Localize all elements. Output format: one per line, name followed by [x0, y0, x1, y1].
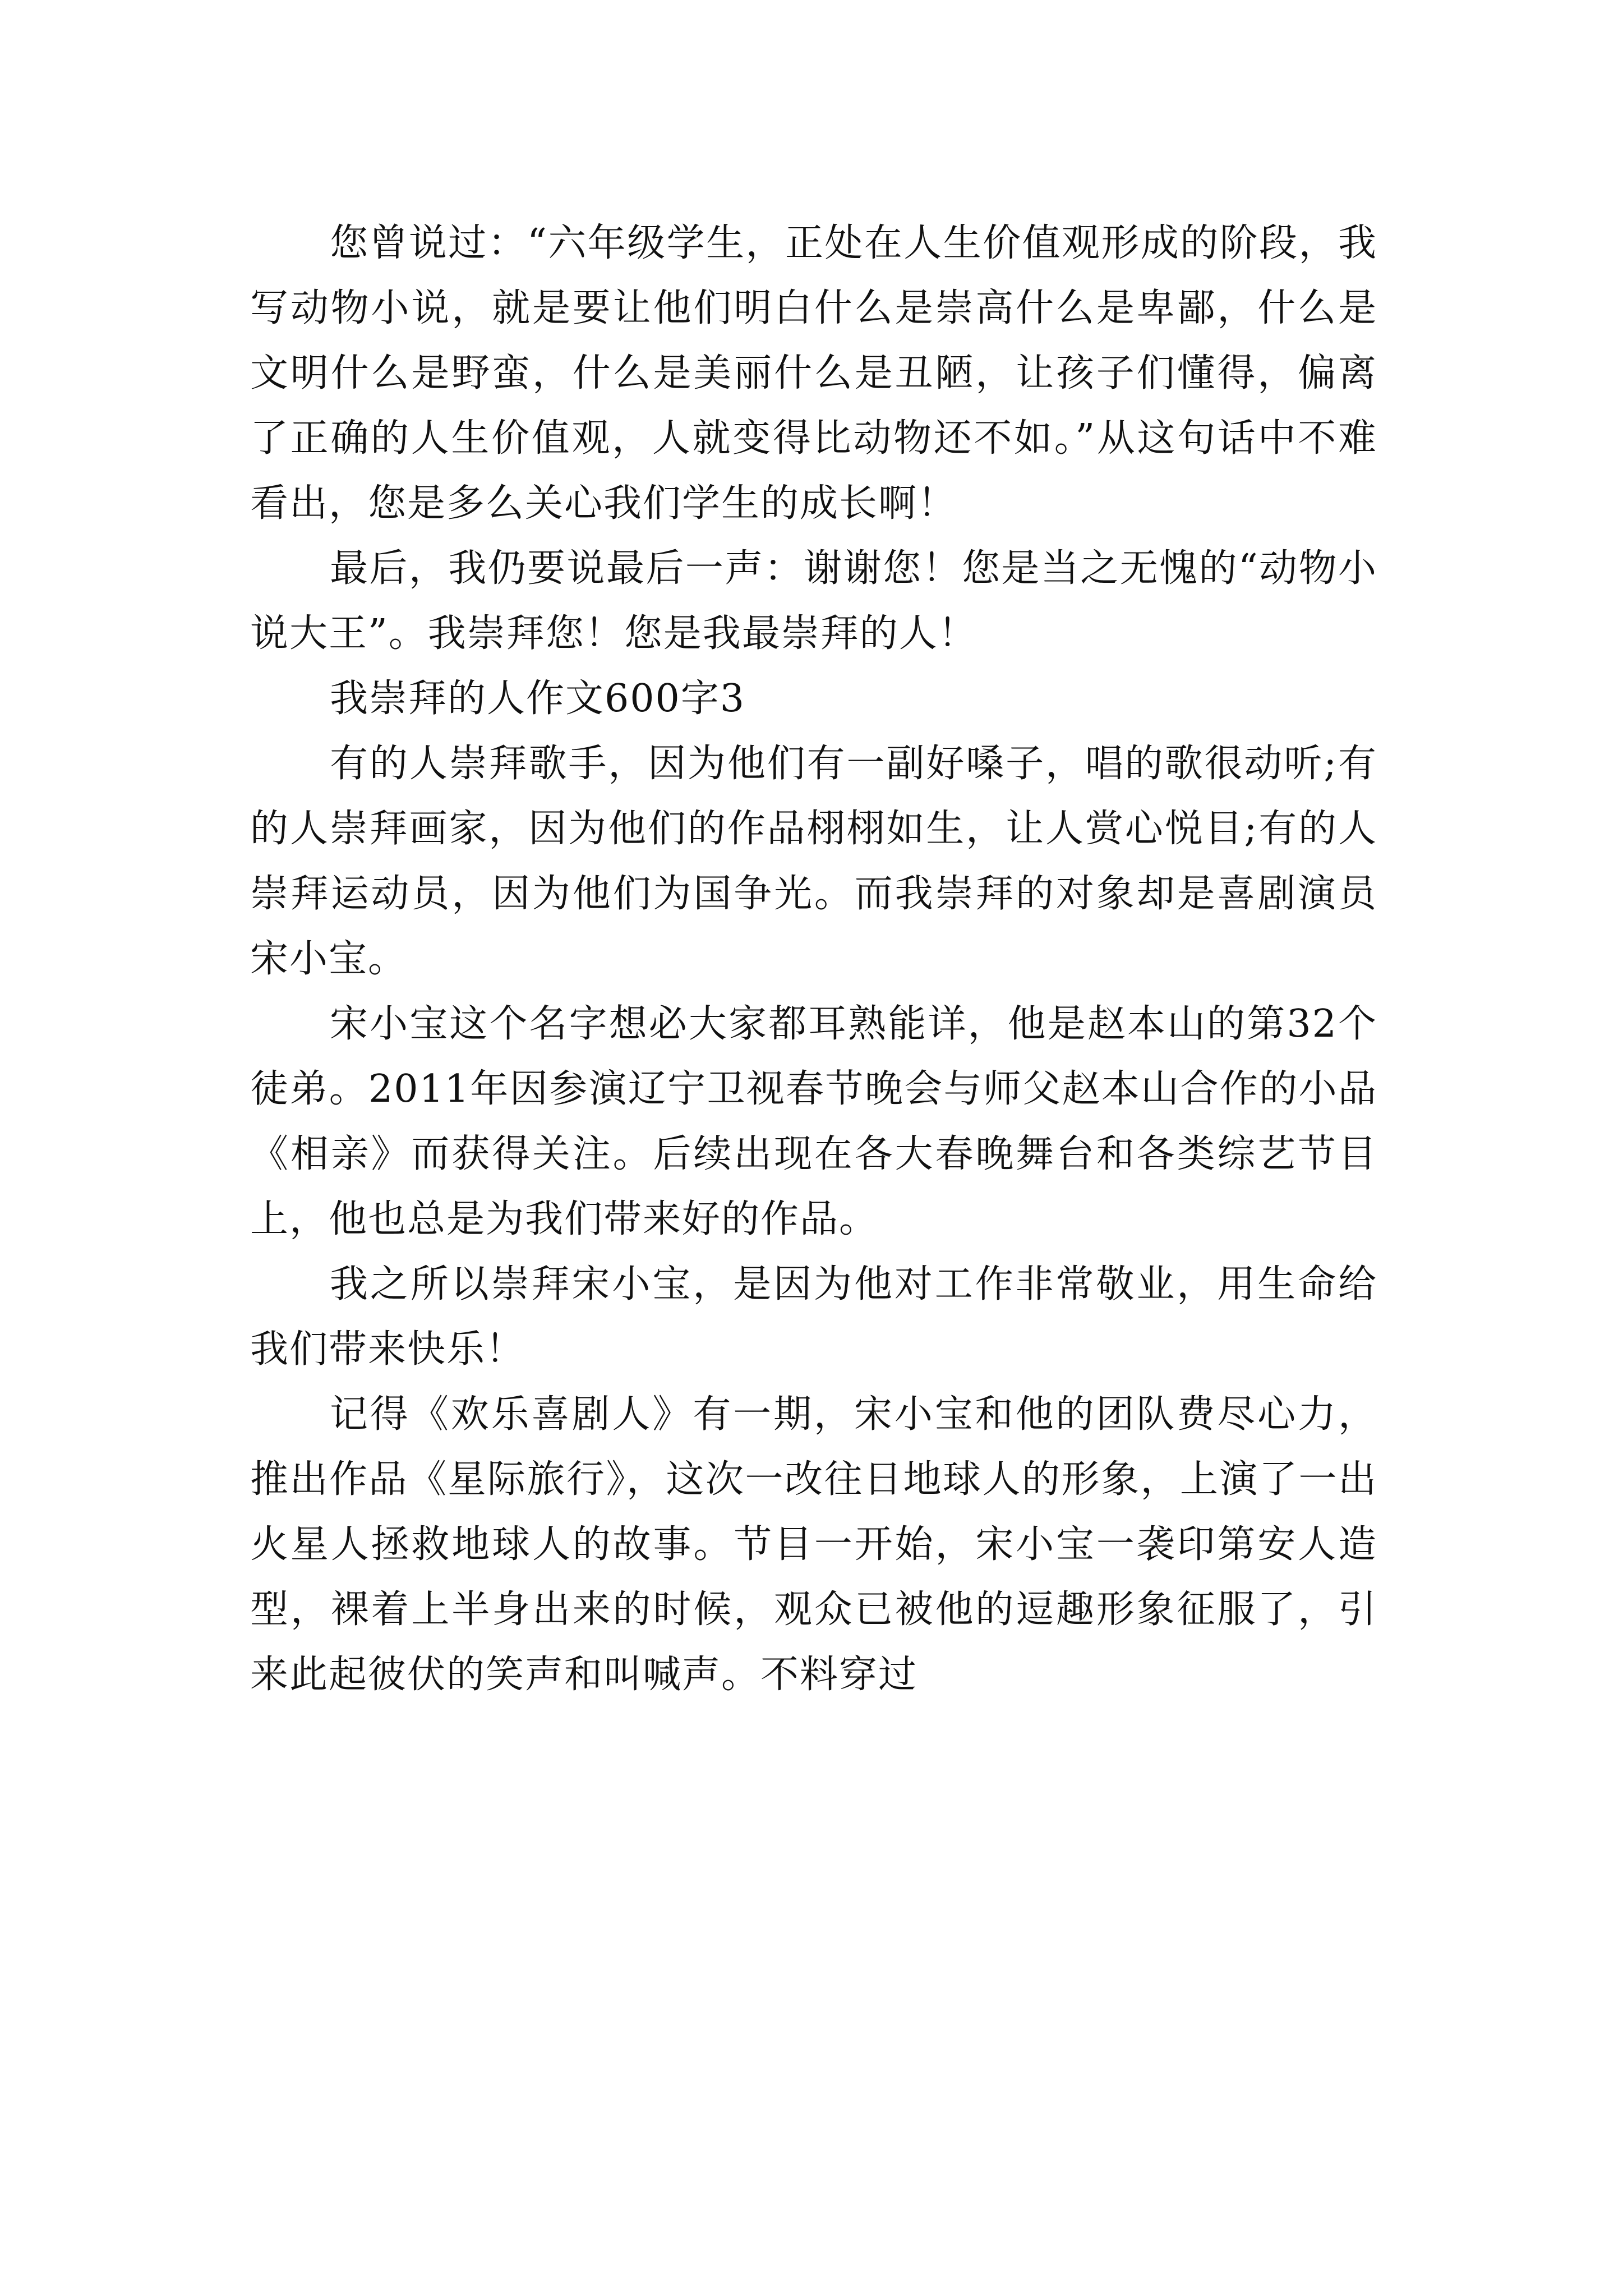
paragraph-2: 最后，我仍要说最后一声：谢谢您！您是当之无愧的“动物小说大王”。我崇拜您！您是我最崇拜的人！: [250, 546, 1377, 656]
paragraph-1: 您曾说过：“六年级学生，正处在人生价值观形成的阶段，我写动物小说，就是要让他们明白什么是崇高什么是卑鄙，什么是文明什么是野蛮，什么是美丽什么是丑陋，让孩子们懂得，偏离了正确的人生价值观，人就变得比动物还不如。”从这句话中不难看出，您是多么关心我们学生的成长啊！: [250, 221, 1377, 526]
paragraph-6: 记得《欢乐喜剧人》有一期，宋小宝和他的团队费尽心力，推出作品《星际旅行》，这次一改往日地球人的形象，上演了一出火星人拯救地球人的故事。节目一开始，宋小宝一袭印第安人造型，裸着上半身出来的时候，观众已被他的逗趣形象征服了，引来此起彼伏的笑声和叫喊声。不料穿过: [250, 1392, 1377, 1697]
paragraph-4: 宋小宝这个名字想必大家都耳熟能详，他是赵本山的第32个徒弟。2011年因参演辽宁卫视春节晚会与师父赵本山合作的小品《相亲》而获得关注。后续出现在各大春晚舞台和各类综艺节目上，他也总是为我们带来好的作品。: [250, 1002, 1377, 1241]
paragraph-5: 我之所以崇拜宋小宝，是因为他对工作非常敬业，用生命给我们带来快乐！: [250, 1262, 1377, 1372]
document-body: [250, 211, 1377, 1708]
paragraph-3: 有的人崇拜歌手，因为他们有一副好嗓子，唱的歌很动听;有的人崇拜画家，因为他们的作品栩栩如生，让人赏心悦目;有的人崇拜运动员，因为他们为国争光。而我崇拜的对象却是喜剧演员宋小宝。: [250, 742, 1377, 981]
section-heading: 我崇拜的人作文600字3: [330, 677, 746, 721]
